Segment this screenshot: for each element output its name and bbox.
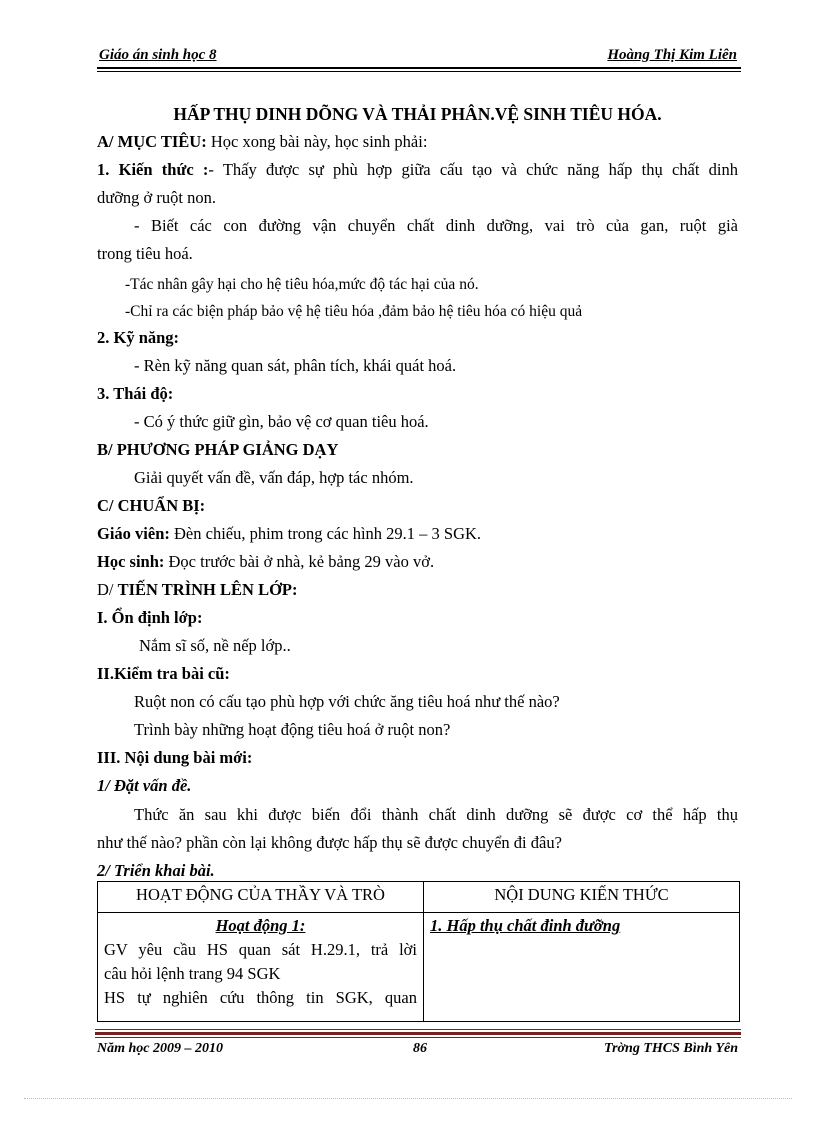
knowledge-text-5: -Tác nhân gây hại cho hệ tiêu hóa,mức độ tác hại của nó.	[125, 276, 479, 293]
activity-text-1: GV yêu cầu HS quan sát H.29.1, trả lời	[104, 940, 417, 959]
review-question-1: Ruột non có cấu tạo phù hợp với chức ăng tiêu hoá như thế nào?	[134, 692, 560, 711]
intro-text-1: Thức ăn sau khi được biến đổi thành chất dinh dưỡng sẽ được cơ thể hấp thụ	[134, 805, 738, 824]
new-lesson-label: III. Nội dung bài mới:	[97, 748, 253, 767]
intro-label: 1/ Đặt vấn đề.	[97, 776, 192, 795]
page-header	[97, 47, 741, 69]
objectives-intro: Học xong bài này, học sinh phải:	[206, 132, 428, 151]
skills-label: 2. Kỹ năng:	[97, 328, 180, 347]
knowledge-line	[97, 160, 738, 180]
skills-text: - Rèn kỹ năng quan sát, phân tích, khái quát hoá.	[134, 356, 457, 375]
attitude-label: 3. Thái độ:	[97, 384, 174, 403]
stabilize-text: Nắm sĩ số, nề nếp lớp..	[139, 636, 291, 655]
header-rule	[97, 67, 741, 69]
knowledge-label: 1. Kiến thức :	[97, 160, 209, 179]
header-author: Hoàng Thị Kim Liên	[607, 47, 737, 63]
knowledge-text-2: dưỡng ở ruột non.	[97, 188, 216, 207]
activity-text-3: HS tự nghiên cứu thông tin SGK, quan	[104, 988, 417, 1007]
teacher-label: Giáo viên:	[97, 524, 170, 543]
teacher-text: Đèn chiếu, phim trong các hình 29.1 – 3 SGK.	[169, 524, 482, 543]
teacher-line	[97, 524, 738, 544]
lesson-activity-table	[97, 881, 740, 1022]
review-question-2: Trình bày những hoạt động tiêu hoá ở ruột non?	[134, 720, 451, 739]
objectives-heading: A/ MỤC TIÊU:	[97, 132, 207, 151]
footer-rule-top	[95, 1029, 741, 1030]
review-label: II.Kiểm tra bài cũ:	[97, 664, 230, 683]
footer-school-year: Năm học 2009 – 2010	[97, 1041, 223, 1056]
stabilize-label: I. Ổn định lớp:	[97, 608, 203, 627]
content-cell	[424, 913, 740, 1022]
method-text: Giải quyết vấn đề, vấn đáp, hợp tác nhóm.	[134, 468, 414, 487]
header-rule-thin	[97, 71, 741, 72]
footer-rule-thick	[95, 1032, 741, 1035]
develop-label: 2/ Triển khai bài.	[97, 861, 215, 880]
table-row	[98, 913, 740, 1022]
objectives-line	[97, 132, 738, 152]
footer-rule-bottom	[95, 1037, 741, 1038]
header-subject: Giáo án sinh học 8	[99, 47, 217, 63]
footer-page-number: 86	[413, 1041, 427, 1056]
student-line	[97, 552, 738, 572]
column-header-content: NỘI DUNG KIẾN THỨC	[424, 882, 740, 913]
content-title: 1. Hấp thụ chất đinh đưỡng	[430, 916, 621, 935]
knowledge-text-6: -Chỉ ra các biện pháp bảo vệ hệ tiêu hóa ,đảm bảo hệ tiêu hóa có hiệu quả	[125, 303, 583, 320]
process-heading-line	[97, 580, 738, 600]
preparation-heading: C/ CHUẨN BỊ:	[97, 496, 206, 515]
activity-text-2: câu hỏi lệnh trang 94 SGK	[104, 964, 281, 983]
footer-school-name: Trờng THCS Bình Yên	[604, 1041, 738, 1056]
process-heading: TIẾN TRÌNH LÊN LỚP:	[117, 580, 298, 599]
page-footer	[97, 1041, 738, 1063]
method-heading: B/ PHƯƠNG PHÁP GIẢNG DẠY	[97, 440, 339, 459]
activity-title: Hoạt động 1:	[215, 916, 306, 935]
table-header-row	[98, 882, 740, 913]
student-label: Học sinh:	[97, 552, 165, 571]
lesson-title: HẤP THỤ DINH DÕNG VÀ THẢI PHÂN.VỆ SINH TIÊU HÓA.	[173, 104, 662, 124]
intro-text-2: như thế nào? phần còn lại không được hấp thụ sẽ được chuyển đi đâu?	[97, 833, 562, 852]
knowledge-text-4: trong tiêu hoá.	[97, 244, 193, 263]
page-boundary	[24, 1098, 792, 1099]
knowledge-text-1: - Thấy được sự phù hợp giữa cấu tạo và chức năng hấp thụ chất dinh	[208, 160, 739, 179]
attitude-text: - Có ý thức giữ gìn, bảo vệ cơ quan tiêu hoá.	[134, 412, 429, 431]
student-text: Đọc trước bài ở nhà, kẻ bảng 29 vào vở.	[164, 552, 435, 571]
knowledge-text-3: - Biết các con đường vận chuyển chất dinh dưỡng, vai trò của gan, ruột già	[134, 216, 738, 235]
column-header-activities: HOẠT ĐỘNG CỦA THẦY VÀ TRÒ	[98, 882, 424, 913]
activity-cell	[98, 913, 424, 1022]
process-heading-prefix: D/	[97, 580, 118, 599]
